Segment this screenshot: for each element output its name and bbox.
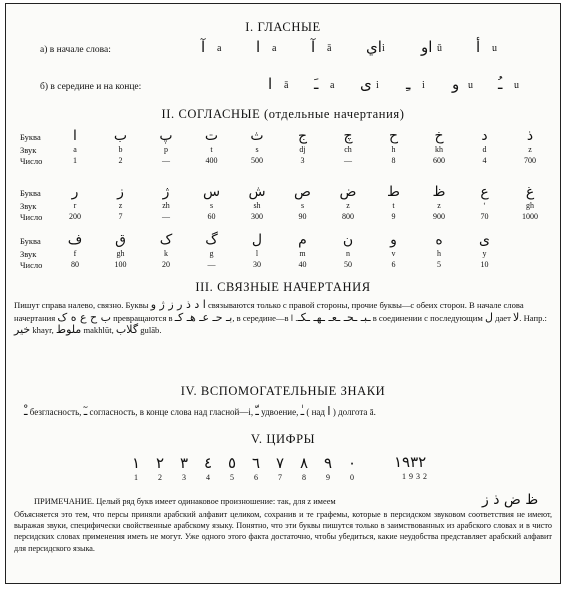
consonant-sound: k — [164, 249, 168, 258]
vowel-latin: i — [376, 80, 379, 91]
digits-heading: V. ЦИФРЫ — [250, 432, 316, 446]
example-makhlut-arabic: ملوط — [55, 323, 82, 336]
consonant-letter: م — [298, 232, 307, 248]
consonant-sound: p — [164, 145, 168, 154]
vowel-arabic-glyph: اي — [366, 38, 382, 56]
consonant-sound: ch — [344, 145, 352, 154]
consonant-number: 700 — [524, 156, 536, 165]
joined-ar-3: بـ حـ عـ هـ کـ — [174, 310, 233, 324]
consonant-letter: ک — [159, 232, 173, 248]
joined-ar-6: لا — [513, 310, 520, 324]
arabic-digit: ٩ — [323, 454, 333, 472]
consonant-sound: s — [300, 201, 305, 210]
consonant-letter: س — [202, 184, 221, 200]
arabic-digit: ١ — [131, 454, 141, 472]
consonant-letter: پ — [159, 128, 173, 144]
vowel-arabic-glyph: آ — [201, 38, 206, 56]
vowel-arabic-glyph: و — [452, 75, 460, 93]
aux-text-2: согласность, в конце слова над гласной—і, — [89, 407, 254, 417]
consonant-letter: ا — [73, 128, 77, 144]
consonant-sound: sh — [253, 201, 261, 210]
consonant-sound: z — [528, 145, 532, 154]
consonant-number: 900 — [433, 212, 445, 221]
joined-ar-5: ل — [484, 310, 493, 324]
consonant-letter: ه — [435, 232, 443, 248]
joined-heading: III. СВЯЗНЫЕ НАЧЕРТАНИЯ — [195, 280, 371, 294]
example-gulab-arabic: گلاب — [115, 323, 139, 336]
consonant-letter: ت — [204, 128, 219, 144]
consonant-number: 50 — [344, 260, 352, 269]
consonant-sound: gh — [526, 201, 534, 210]
joined-ar-1: ا د ذ ر ز ژ و — [150, 298, 206, 311]
joined-text-6: дает — [495, 312, 511, 323]
row-label: Звук — [20, 145, 37, 155]
example-khayr-arabic: خير — [14, 323, 31, 336]
aux-text-4: ( над — [306, 407, 325, 417]
consonant-sound: z — [346, 201, 350, 210]
consonant-sound: dj — [299, 145, 306, 154]
row-label: Число — [20, 260, 43, 270]
vowel-latin: a — [330, 80, 335, 91]
vowel-latin: u — [514, 80, 519, 91]
consonant-letter: غ — [525, 184, 535, 200]
note-intro-text: ПРИМЕЧАНИЕ. Целый ряд букв имеет одинаковое произношение: так, для z имеем — [34, 497, 336, 506]
example-gulab: gulāb. — [140, 325, 162, 335]
consonant-letter: د — [481, 128, 488, 144]
consonant-sound: y — [482, 249, 487, 258]
consonant-number: 200 — [69, 212, 81, 221]
vowels-row-b-label: б) в середине и на конце: — [40, 82, 142, 92]
consonant-number: 1000 — [522, 212, 538, 221]
vowels-row-b — [268, 75, 548, 97]
vowel-arabic-glyph: او — [421, 38, 433, 56]
consonant-letter: ق — [115, 232, 126, 248]
note-body: Объясняется это тем, что персы приняли арабский алфавит целиком, сохранив и те графемы, которые в персидском звуковом соответствия не имеют, выражая звуки, специфически свойственные арабскому языку. Понятно, что эти буквы пишутся только в заимствованных из арабского словах и в чисто персидских словах применения иметь не могут. Уже одного этого факта достаточно, чтобы убедиться, какие неудобства представляет арабский алфавит для персидского языка. — [14, 510, 552, 553]
consonant-number: 800 — [342, 212, 354, 221]
consonant-number: 500 — [251, 156, 263, 165]
aux-text-5: ) долгота ā. — [332, 407, 376, 417]
consonant-number: 300 — [251, 212, 263, 221]
consonant-number: 7 — [118, 212, 123, 221]
consonant-letter: ث — [250, 128, 264, 144]
row-label: Буква — [20, 236, 41, 246]
consonant-letter: ط — [387, 184, 400, 200]
consonant-letter: خ — [434, 128, 444, 144]
consonant-letter: ژ — [162, 184, 170, 200]
consonant-number: 20 — [162, 260, 170, 269]
consonant-number: 4 — [482, 156, 487, 165]
consonant-number: 9 — [391, 212, 396, 221]
example-khayr: khayr, — [32, 325, 54, 335]
consonant-sound: m — [299, 249, 306, 258]
joined-text-3: превращаются в — [113, 312, 173, 323]
aux-line — [24, 404, 376, 418]
consonant-sound: h — [391, 145, 396, 154]
row-label: Звук — [20, 249, 37, 259]
joined-text-2: связываются только с правой стороны, прочие буквы—с обеих сторон. В начале слова начертания — [14, 300, 524, 323]
vowel-arabic-glyph: ـَ — [314, 75, 319, 93]
vowel-arabic-glyph: آ — [311, 38, 316, 56]
row-label: Буква — [20, 132, 41, 142]
consonant-sound: b — [118, 145, 123, 154]
consonant-sound: a — [73, 145, 77, 154]
consonant-sound: r — [73, 201, 77, 210]
consonant-sound: h — [437, 249, 441, 258]
consonant-letter: ض — [339, 184, 357, 200]
arabic-digit: ٢ — [155, 454, 165, 472]
vowel-arabic-glyph: أ — [476, 38, 481, 56]
consonant-number: 400 — [205, 156, 218, 165]
consonant-number: — — [162, 212, 170, 221]
vowel-latin: ū — [437, 43, 442, 54]
vowel-latin: i — [422, 80, 425, 91]
consonant-sound: f — [73, 249, 77, 258]
arabic-digit: ٠ — [347, 454, 357, 472]
consonant-number: 100 — [114, 260, 127, 269]
consonant-number: 600 — [433, 156, 445, 165]
arabic-digit: ٥ — [227, 454, 237, 472]
vowel-latin: a — [217, 43, 222, 54]
arabic-digit: ٦ — [251, 454, 261, 472]
joined-text-7: . Напр.: — [519, 312, 547, 323]
consonant-letter: ل — [251, 232, 263, 248]
document-page — [5, 3, 561, 584]
consonant-letter: ذ — [526, 128, 534, 144]
vowels-row-a — [201, 38, 541, 60]
vowels-heading: I. ГЛАСНЫЕ — [245, 20, 321, 34]
note-intro — [34, 497, 336, 506]
consonant-letter: ج — [297, 128, 308, 144]
vowel-arabic-glyph: ا — [256, 38, 261, 56]
arabic-digit: ٧ — [275, 454, 285, 472]
consonant-sound: v — [391, 249, 396, 258]
row-label: Буква — [20, 188, 41, 198]
consonant-number: 3 — [300, 156, 305, 165]
consonant-number: — — [344, 156, 352, 165]
vowel-latin: u — [468, 80, 473, 91]
consonant-letter: ش — [248, 184, 266, 200]
consonant-sound: z — [437, 201, 441, 210]
consonant-sound: s — [209, 201, 214, 210]
latin-digit: 0 — [350, 473, 354, 482]
latin-digit: 7 — [278, 473, 282, 482]
consonant-number: 80 — [71, 260, 79, 269]
consonant-number: 70 — [480, 212, 489, 221]
consonant-sound: kh — [435, 145, 443, 154]
arabic-digit: ٤ — [203, 454, 213, 472]
vowel-arabic-glyph: ـِ — [406, 75, 411, 93]
consonant-number: 1 — [73, 156, 77, 165]
latin-digit: 4 — [206, 473, 210, 482]
consonant-number: 6 — [391, 260, 396, 269]
sukun-mark: ـْ — [24, 404, 28, 418]
consonant-letter: ب — [113, 128, 128, 144]
consonant-sound: d — [482, 145, 487, 154]
consonant-letter: ز — [117, 184, 124, 200]
latin-digit: 2 — [158, 473, 162, 482]
example-makhlut: makhlūt, — [83, 325, 114, 335]
latin-digit: 3 — [182, 473, 186, 482]
consonant-number: 8 — [391, 156, 396, 165]
consonant-number: — — [162, 156, 170, 165]
joined-text-4: , в середине—в — [232, 312, 289, 323]
row-label: Число — [20, 212, 43, 222]
vowels-row-a-label: а) в начале слова: — [40, 45, 111, 55]
consonant-sound: ʻ — [483, 201, 486, 210]
vowel-arabic-glyph: ـُ — [498, 75, 503, 93]
consonant-letter: ر — [71, 184, 79, 200]
joined-text-5: . ا в соединении с последующим — [290, 312, 483, 323]
arabic-digit: ٨ — [299, 454, 309, 472]
consonant-sound: z — [118, 201, 123, 210]
consonant-group — [20, 232, 550, 274]
consonant-sound: l — [255, 249, 259, 258]
latin-digit: 1 — [134, 473, 138, 482]
consonant-number: 30 — [253, 260, 261, 269]
consonant-number: 10 — [480, 260, 489, 269]
consonant-letter: ى — [479, 232, 490, 248]
shadda-mark: ـّ — [255, 404, 259, 418]
consonant-group — [20, 184, 550, 226]
consonant-number: 2 — [118, 156, 123, 165]
consonant-number: 60 — [207, 212, 216, 221]
consonant-group — [20, 128, 550, 170]
year-latin: 1932 — [402, 472, 430, 481]
consonant-letter: ف — [67, 232, 83, 248]
consonant-letter: ح — [388, 128, 399, 144]
consonants-heading: II. СОГЛАСНЫЕ (отдельные начертания) — [161, 107, 405, 121]
consonant-sound: s — [255, 145, 259, 154]
aux-heading: IV. ВСПОМОГАТЕЛЬНЫЕ ЗНАКИ — [180, 384, 386, 398]
vowel-latin: a — [272, 43, 277, 54]
consonant-sound: t — [210, 145, 213, 154]
consonant-number: 90 — [298, 212, 307, 221]
vowel-latin: i — [382, 43, 385, 54]
note-z-letters: ظ ض ذ ز — [482, 492, 539, 508]
consonant-letter: ع — [480, 184, 489, 200]
joined-ar-2: ب ح ع ه ک — [57, 310, 111, 324]
consonant-sound: t — [392, 201, 395, 210]
latin-digit: 6 — [254, 473, 258, 482]
aux-text-3: удвоение, — [261, 407, 299, 417]
vowel-latin: u — [492, 43, 497, 54]
year-arabic: ١٩٣٢ — [394, 453, 427, 471]
consonant-sound: gh — [116, 249, 125, 258]
joined-paragraph — [14, 299, 552, 337]
consonant-letter: ن — [342, 232, 354, 248]
latin-digit: 5 — [230, 473, 234, 482]
latin-digit: 9 — [326, 473, 330, 482]
consonant-sound: g — [209, 249, 214, 258]
consonant-letter: ص — [294, 184, 311, 200]
vowel-arabic-glyph: ى — [360, 75, 372, 93]
joined-text-1: Пишут справа налево, связно. Буквы — [14, 300, 149, 310]
consonant-number: — — [207, 260, 216, 269]
consonant-number: 5 — [437, 260, 441, 269]
vowel-latin: ā — [327, 43, 332, 54]
alif-mark: ا — [327, 404, 331, 418]
consonant-letter: ظ — [432, 184, 446, 200]
consonant-letter: چ — [343, 128, 353, 144]
vowel-arabic-glyph: ا — [268, 75, 273, 93]
latin-digit: 8 — [302, 473, 306, 482]
madda-mark: ـٰ — [300, 404, 305, 418]
consonant-letter: و — [390, 232, 397, 248]
row-label: Число — [20, 156, 43, 166]
consonant-letter: گ — [205, 232, 218, 248]
consonant-number: 40 — [298, 260, 307, 269]
consonant-sound: n — [346, 249, 350, 258]
arabic-digit: ٣ — [179, 454, 189, 472]
row-label: Звук — [20, 201, 37, 211]
consonant-sound: zh — [162, 201, 170, 210]
izafet-mark: ـٓ — [83, 404, 88, 418]
vowel-latin: ā — [284, 80, 289, 91]
joined-ar-4: ـبـ ـحـ ـعـ ـهـ ـکـ — [297, 310, 371, 324]
aux-text-1: безгласность, — [29, 407, 82, 417]
